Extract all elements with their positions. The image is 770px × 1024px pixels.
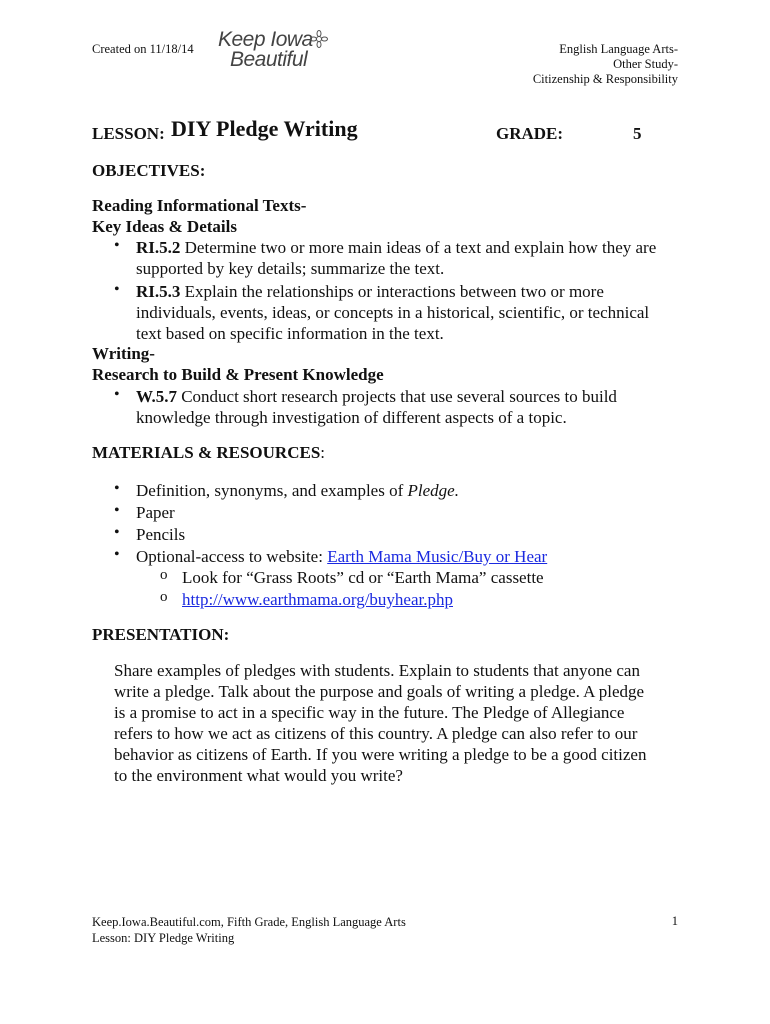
writing-subheading: Research to Build & Present Knowledge <box>92 365 384 384</box>
standard-text: Conduct short research projects that use several sources to build <box>176 387 617 406</box>
standard-text: knowledge through investigation of different aspects of a topic. <box>136 408 567 427</box>
subject-line: Citizenship & Responsibility <box>532 72 678 86</box>
materials-heading-colon: : <box>320 443 326 462</box>
writing-heading: Writing- <box>92 344 155 363</box>
grade-label: GRADE: <box>496 124 564 143</box>
standard-text: Explain the relationships or interactions between two or more <box>180 282 604 301</box>
objective-ri-5-2 <box>136 237 696 279</box>
presentation-line: to the environment what would you write? <box>114 766 403 785</box>
materials-item: Pencils <box>136 525 186 544</box>
sub-bullet-icon: o <box>160 567 168 583</box>
lesson-title: DIY Pledge Writing <box>171 116 358 141</box>
lesson-label: LESSON: <box>92 124 165 143</box>
earthmama-url-link[interactable]: http://www.earthmama.org/buyhear.php <box>182 590 453 609</box>
presentation-heading: PRESENTATION: <box>92 625 230 644</box>
logo-line-1: Keep Iowa <box>218 28 313 51</box>
footer-line: Lesson: DIY Pledge Writing <box>92 931 235 945</box>
presentation-line: behavior as citizens of Earth. If you were writing a pledge to be a good citizen <box>114 745 647 764</box>
bullet-icon: • <box>114 546 120 563</box>
footer-line: Keep.Iowa.Beautiful.com, Fifth Grade, English Language Arts <box>92 915 406 929</box>
lesson-row <box>92 116 692 146</box>
materials-item-text: Optional-access to website: <box>136 547 328 566</box>
bullet-icon: • <box>114 237 120 254</box>
subject-block <box>438 42 678 87</box>
standard-text: Determine two or more main ideas of a text and explain how they are <box>180 238 657 257</box>
presentation-line: write a pledge. Talk about the purpose and goals of writing a pledge. A pledge <box>114 682 645 701</box>
materials-item: Paper <box>136 503 175 522</box>
materials-item <box>136 546 547 567</box>
objectives-heading: OBJECTIVES: <box>92 161 206 180</box>
keep-iowa-beautiful-logo <box>218 28 330 76</box>
materials-subitem: Look for “Grass Roots” cd or “Earth Mama” cassette <box>182 568 544 587</box>
bullet-icon: • <box>114 524 120 541</box>
standard-text: text based on specific information in the text. <box>136 324 444 343</box>
presentation-paragraph <box>114 660 694 786</box>
earth-mama-link[interactable]: Earth Mama Music/Buy or Hear <box>327 547 548 566</box>
created-date: Created on 11/18/14 <box>92 42 194 56</box>
bullet-icon: • <box>114 502 120 519</box>
presentation-line: Share examples of pledges with students. Explain to students that anyone can <box>114 661 640 680</box>
bullet-icon: • <box>114 480 120 497</box>
standard-text: supported by key details; summarize the text. <box>136 259 445 278</box>
materials-heading <box>92 443 325 463</box>
subject-line: Other Study- <box>613 57 678 71</box>
footer <box>92 914 406 946</box>
presentation-line: is a promise to act in a specific way in the future. The Pledge of Allegiance <box>114 703 625 722</box>
materials-subitem <box>182 589 453 610</box>
standard-code: W.5.7 <box>136 387 177 406</box>
standard-text: individuals, events, ideas, or concepts in a historical, scientific, or technical <box>136 303 650 322</box>
flower-icon <box>310 30 328 48</box>
standard-code: RI.5.3 <box>136 282 181 301</box>
materials-item <box>136 480 459 501</box>
materials-item-italic: Pledge. <box>407 481 459 500</box>
reading-subheading: Key Ideas & Details <box>92 217 237 236</box>
sub-bullet-icon: o <box>160 589 168 605</box>
materials-heading-text: MATERIALS & RESOURCES <box>92 443 321 462</box>
logo-line-2: Beautiful <box>230 48 308 71</box>
objective-ri-5-3 <box>136 281 696 344</box>
materials-item-text: Definition, synonyms, and examples of <box>136 481 408 500</box>
presentation-line: refers to how we act as citizens of this country. A pledge can also refer to our <box>114 724 638 743</box>
objective-w-5-7 <box>136 386 696 428</box>
grade-value: 5 <box>633 124 642 143</box>
standard-code: RI.5.2 <box>136 238 181 257</box>
subject-line: English Language Arts- <box>559 42 678 56</box>
reading-heading: Reading Informational Texts- <box>92 196 307 215</box>
bullet-icon: • <box>114 281 120 298</box>
page-number: 1 <box>671 914 678 928</box>
bullet-icon: • <box>114 386 120 403</box>
